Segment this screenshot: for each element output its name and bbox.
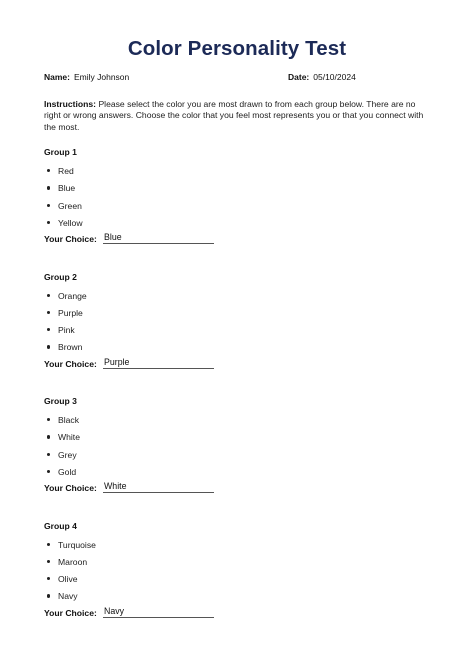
group-heading: Group 1 xyxy=(44,147,77,157)
color-option-label: Black xyxy=(58,415,80,425)
choice-value: Blue xyxy=(104,232,122,243)
instructions-text: Please select the color you are most drawn to from each group below. There are no right or wrong answers. Choose the color that you feel most represents you or that you connect with the most. xyxy=(44,99,424,132)
name-label: Name: xyxy=(44,72,70,82)
page-title: Color Personality Test xyxy=(127,37,347,60)
color-list xyxy=(44,290,444,359)
choice-field[interactable] xyxy=(103,233,214,244)
choice-label: Your Choice: xyxy=(44,607,97,618)
instructions-label: Instructions: xyxy=(44,99,97,109)
choice-value: White xyxy=(104,481,127,492)
group-1 xyxy=(44,147,444,247)
color-option xyxy=(44,573,444,590)
color-option-label: Yellow xyxy=(58,217,83,228)
bullet-icon xyxy=(47,594,50,597)
choice-value: Navy xyxy=(104,605,125,616)
color-option xyxy=(44,290,444,307)
color-list xyxy=(44,414,444,483)
color-option-label: Grey xyxy=(58,449,77,460)
color-option xyxy=(44,539,444,556)
bullet-icon xyxy=(47,186,50,189)
date-value: 05/10/2024 xyxy=(313,72,356,82)
group-heading: Group 4 xyxy=(44,520,77,531)
color-list xyxy=(44,165,444,234)
color-option-label: White xyxy=(58,432,80,443)
bullet-icon xyxy=(47,577,50,580)
bullet-icon xyxy=(47,418,50,421)
instructions xyxy=(44,99,432,133)
color-option-label: Brown xyxy=(58,342,83,353)
group-heading: Group 3 xyxy=(44,396,77,406)
bullet-icon xyxy=(47,221,50,224)
color-option xyxy=(44,324,444,341)
choice-row xyxy=(44,233,444,247)
bullet-icon xyxy=(47,204,50,207)
group-heading: Group 2 xyxy=(44,271,77,282)
date-label: Date: xyxy=(288,72,310,82)
color-option xyxy=(44,182,444,199)
color-option xyxy=(44,200,444,217)
choice-label: Your Choice: xyxy=(44,483,97,494)
color-list xyxy=(44,539,444,608)
color-option-label: Gold xyxy=(58,466,77,477)
bullet-icon xyxy=(47,169,50,172)
bullet-icon xyxy=(47,345,50,348)
color-option-label: Orange xyxy=(58,290,87,301)
color-option-label: Turquoise xyxy=(58,539,96,550)
choice-field[interactable] xyxy=(103,607,214,618)
color-option-label: Green xyxy=(58,200,82,211)
bullet-icon xyxy=(47,311,50,314)
color-option-label: Navy xyxy=(58,591,78,602)
choice-label: Your Choice: xyxy=(44,234,97,245)
choice-row xyxy=(44,358,444,372)
color-option xyxy=(44,449,444,466)
bullet-icon xyxy=(47,435,50,438)
group-4 xyxy=(44,521,444,621)
color-option xyxy=(44,307,444,324)
date-field xyxy=(288,72,356,82)
name-value: Emily Johnson xyxy=(73,72,130,82)
choice-row xyxy=(44,482,444,496)
color-option-label: Purple xyxy=(58,307,83,318)
color-option-label: Pink xyxy=(58,325,75,336)
color-option-label: Maroon xyxy=(58,556,88,567)
name-field xyxy=(44,72,129,82)
color-option xyxy=(44,431,444,448)
choice-field[interactable] xyxy=(103,358,214,369)
choice-field[interactable] xyxy=(103,482,214,493)
bullet-icon xyxy=(47,453,50,456)
color-option-label: Olive xyxy=(58,574,78,585)
bullet-icon xyxy=(47,543,50,546)
group-3 xyxy=(44,396,444,496)
color-option xyxy=(44,556,444,573)
choice-value: Purple xyxy=(104,356,130,367)
bullet-icon xyxy=(47,560,50,563)
choice-row xyxy=(44,607,444,621)
bullet-icon xyxy=(47,294,50,297)
color-option-label: Blue xyxy=(58,183,76,194)
choice-label: Your Choice: xyxy=(44,358,97,369)
bullet-icon xyxy=(47,328,50,331)
color-option xyxy=(44,414,444,431)
color-option xyxy=(44,165,444,182)
color-option-label: Red xyxy=(58,166,74,176)
bullet-icon xyxy=(47,470,50,473)
group-2 xyxy=(44,272,444,372)
